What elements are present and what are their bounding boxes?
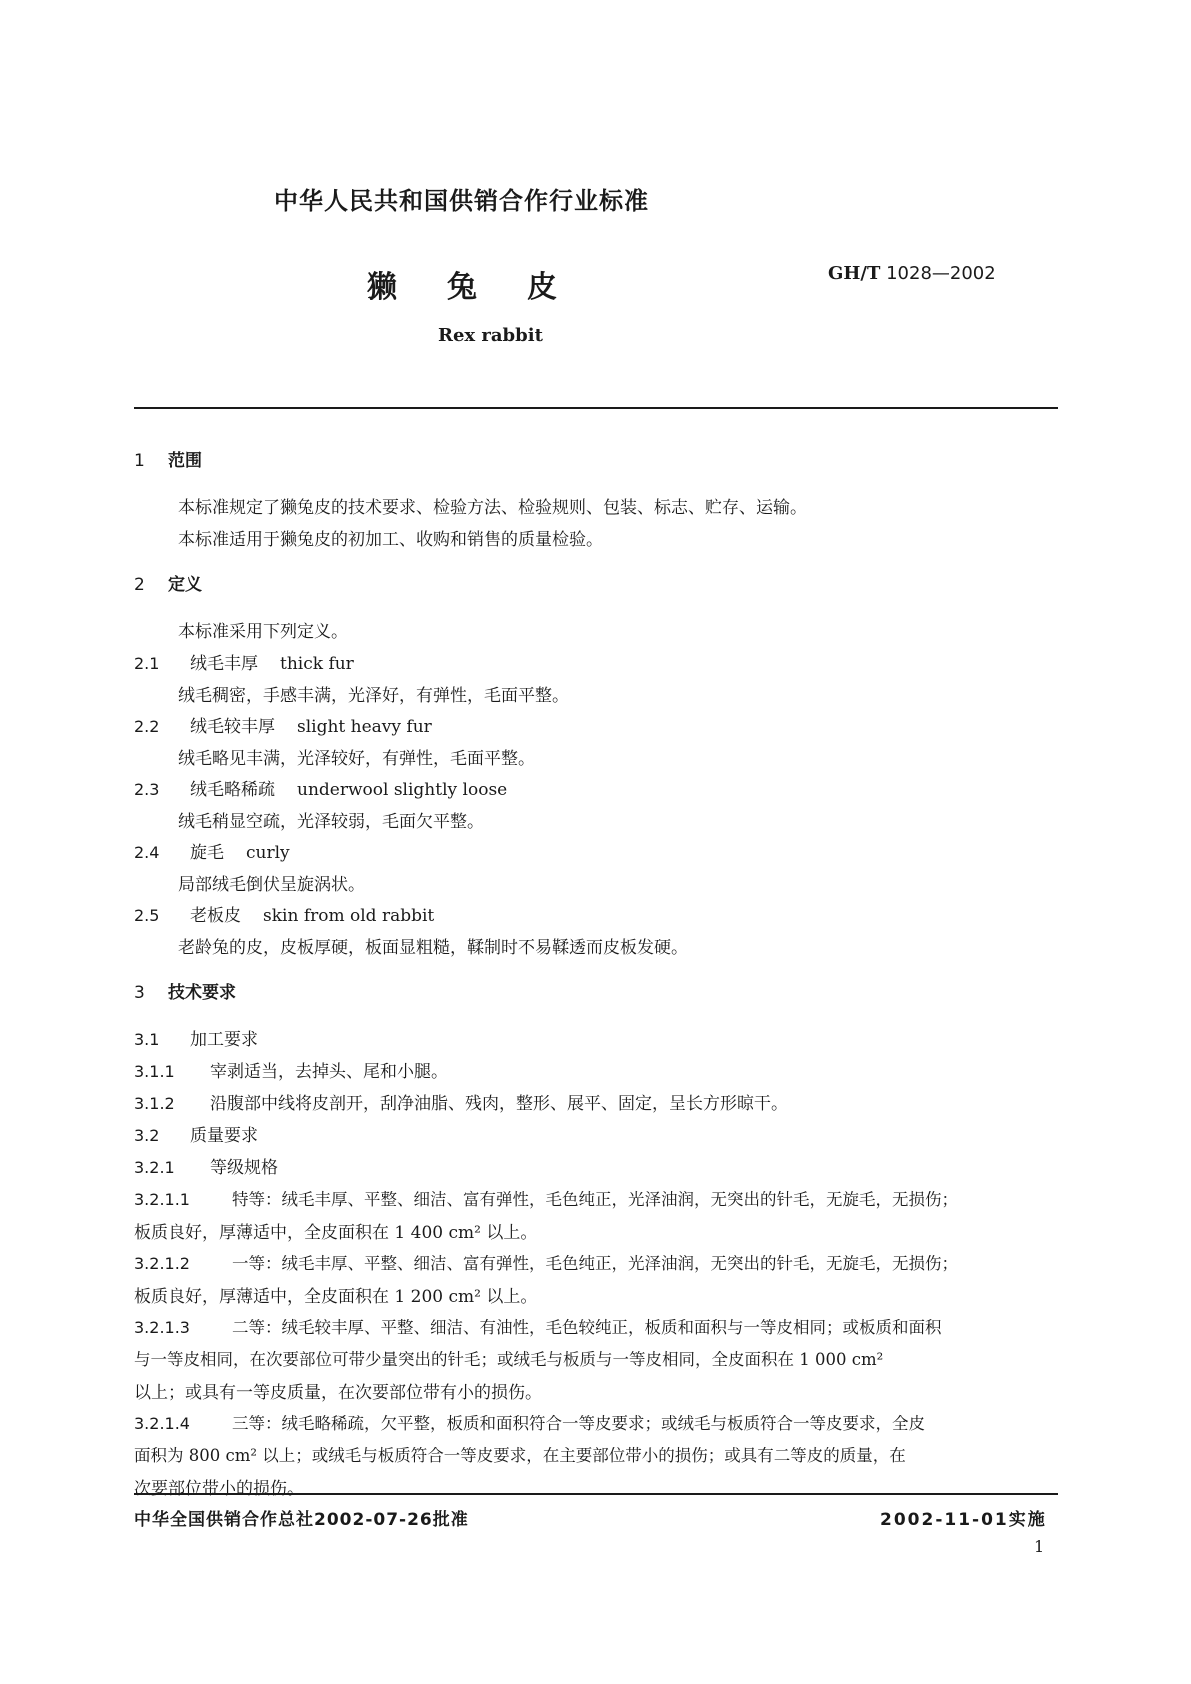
standard-code-number: 1028—2002 (886, 263, 996, 284)
section-1-heading: 1 范围 (134, 451, 202, 471)
clause-3-2-1-4-line-3: 次要部位带小的损伤。 (134, 1479, 304, 1499)
definition-2-5-term: 2.5 老板皮 skin from old rabbit (134, 906, 435, 926)
clause-3-2-1-3-line-3: 以上；或具有一等皮质量，在次要部位带有小的损伤。 (134, 1383, 542, 1403)
clause-3-1-1: 3.1.1 宰剥适当，去掉头、尾和小腿。 (134, 1062, 448, 1082)
clause-3-2-1-3-line-1: 3.2.1.3 二等：绒毛较丰厚、平整、细洁、有油性，毛色较纯正，板质和面积与一等皮相同；或板质和面积 (134, 1318, 942, 1337)
standard-code-prefix: GH/T (828, 263, 881, 284)
clause-3-2-1-4-line-2: 面积为 800 cm² 以上；或绒毛与板质符合一等皮要求，在主要部位带小的损伤；或具有二等皮的质量，在 (134, 1446, 906, 1465)
definition-2-5-text: 老龄兔的皮，皮板厚硬，板面显粗糙，鞣制时不易鞣透而皮板发硬。 (178, 938, 688, 958)
page-number: 1 (1034, 1537, 1045, 1556)
clause-3-2-1-1-line-2: 板质良好，厚薄适中，全皮面积在 1 400 cm² 以上。 (134, 1223, 538, 1243)
clause-3-2: 3.2 质量要求 (134, 1126, 258, 1146)
clause-3-2-1-1-line-1: 3.2.1.1 特等：绒毛丰厚、平整、细洁、富有弹性，毛色纯正，光泽油润，无突出的针毛，无旋毛，无损伤； (134, 1190, 958, 1209)
clause-3-2-1-2-line-1: 3.2.1.2 一等：绒毛丰厚、平整、细洁、富有弹性，毛色纯正，光泽油润，无突出的针毛，无旋毛，无损伤； (134, 1254, 958, 1273)
clause-3-2-1-3-line-2: 与一等皮相同，在次要部位可带少量突出的针毛；或绒毛与板质与一等皮相同，全皮面积在 1 000 cm² (134, 1350, 884, 1369)
header-divider (134, 407, 1058, 409)
definition-2-3-text: 绒毛稍显空疏，光泽较弱，毛面欠平整。 (178, 812, 484, 832)
clause-3-2-1-4-line-1: 3.2.1.4 三等：绒毛略稀疏，欠平整，板质和面积符合一等皮要求；或绒毛与板质符合一等皮要求，全皮 (134, 1414, 925, 1433)
footer-divider (134, 1493, 1058, 1495)
definition-2-1-term: 2.1 绒毛丰厚 thick fur (134, 654, 354, 674)
section-2-intro: 本标准采用下列定义。 (178, 622, 348, 642)
definition-2-2-text: 绒毛略见丰满，光泽较好，有弹性，毛面平整。 (178, 749, 535, 769)
definition-2-1-text: 绒毛稠密，手感丰满，光泽好，有弹性，毛面平整。 (178, 686, 569, 706)
section-1-paragraph-2: 本标准适用于獭兔皮的初加工、收购和销售的质量检验。 (178, 530, 603, 550)
clause-3-2-1: 3.2.1 等级规格 (134, 1158, 278, 1178)
clause-3-1-2: 3.1.2 沿腹部中线将皮剖开，刮净油脂、残肉，整形、展平、固定，呈长方形晾干。 (134, 1094, 788, 1114)
definition-2-4-text: 局部绒毛倒伏呈旋涡状。 (178, 875, 365, 895)
approval-date: 中华全国供销合作总社2002-07-26批准 (134, 1510, 469, 1530)
standard-category: 中华人民共和国供销合作行业标准 (274, 187, 649, 215)
definition-2-3-term: 2.3 绒毛略稀疏 underwool slightly loose (134, 780, 508, 800)
document-title: 獭兔皮 (367, 270, 607, 305)
standard-code (828, 263, 996, 284)
section-3-heading: 3 技术要求 (134, 983, 236, 1003)
section-2-heading: 2 定义 (134, 575, 202, 595)
definition-2-4-term: 2.4 旋毛 curly (134, 843, 290, 863)
clause-3-1: 3.1 加工要求 (134, 1030, 258, 1050)
section-1-paragraph-1: 本标准规定了獭兔皮的技术要求、检验方法、检验规则、包装、标志、贮存、运输。 (178, 498, 807, 518)
effective-date: 2002-11-01实施 (880, 1510, 1047, 1530)
clause-3-2-1-2-line-2: 板质良好，厚薄适中，全皮面积在 1 200 cm² 以上。 (134, 1287, 538, 1307)
english-title: Rex rabbit (438, 325, 543, 346)
definition-2-2-term: 2.2 绒毛较丰厚 slight heavy fur (134, 717, 432, 737)
